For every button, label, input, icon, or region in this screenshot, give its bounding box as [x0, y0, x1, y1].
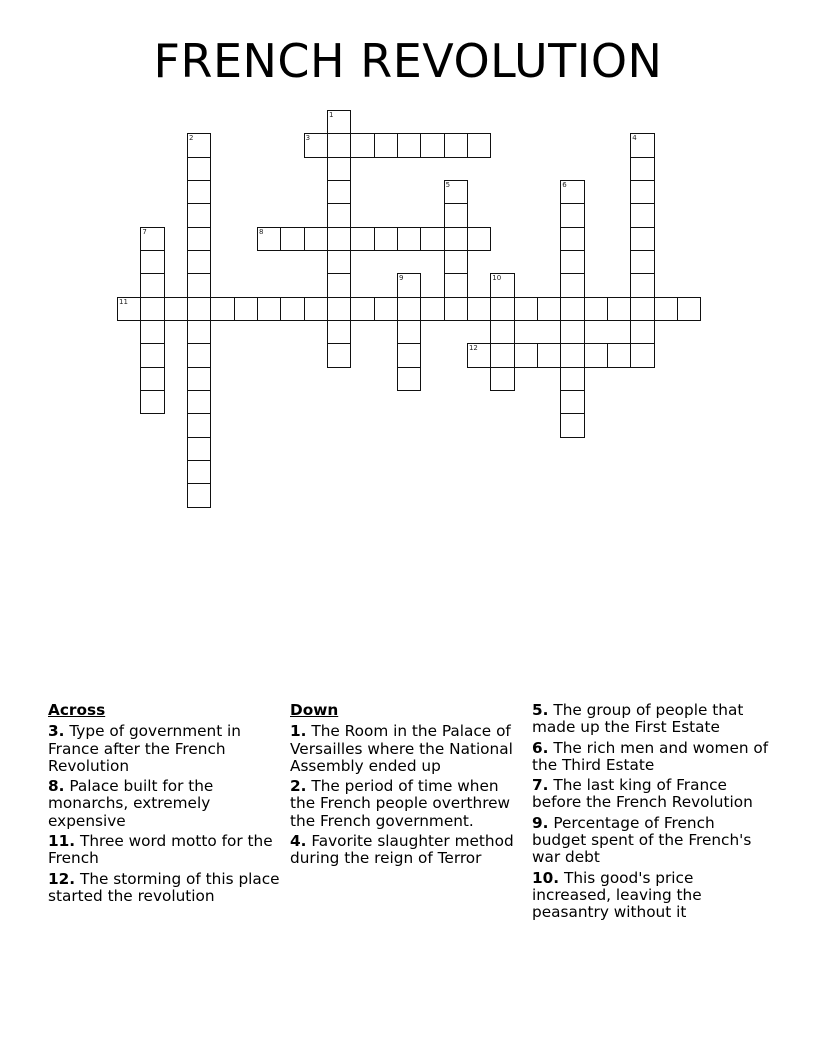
clues-down-column-continued: [532, 702, 772, 925]
clue-down-5: [532, 702, 772, 737]
clue-down-2: [290, 778, 526, 830]
across-heading: Across: [48, 701, 106, 719]
grid-cell[interactable]: [397, 320, 421, 344]
grid-cell[interactable]: [420, 297, 444, 321]
grid-cell[interactable]: [630, 320, 654, 344]
grid-cell[interactable]: [630, 343, 654, 367]
page-title: FRENCH REVOLUTION: [153, 34, 663, 88]
grid-cell[interactable]: [444, 227, 468, 251]
grid-cell[interactable]: [327, 250, 351, 274]
grid-cell[interactable]: [327, 297, 351, 321]
grid-cell[interactable]: [327, 157, 351, 181]
grid-cell[interactable]: [304, 297, 328, 321]
grid-cell[interactable]: [187, 273, 211, 297]
grid-cell[interactable]: [677, 297, 701, 321]
clue-number-label: 4: [632, 134, 637, 143]
grid-cell[interactable]: [374, 133, 398, 157]
grid-cell[interactable]: [444, 203, 468, 227]
grid-cell[interactable]: [630, 250, 654, 274]
clue-down-7: [532, 777, 772, 812]
grid-cell[interactable]: [490, 343, 514, 367]
grid-cell[interactable]: [560, 273, 584, 297]
clue-number: 12.: [48, 869, 76, 888]
clue-text: The rich men and women of the Third Estate: [532, 738, 769, 774]
clue-down-9: [532, 815, 772, 867]
grid-cell[interactable]: [350, 227, 374, 251]
grid-cell[interactable]: [397, 343, 421, 367]
grid-cell[interactable]: [187, 460, 211, 484]
grid-cell[interactable]: [140, 297, 164, 321]
clue-number: 4.: [290, 832, 307, 851]
grid-cell[interactable]: [560, 413, 584, 437]
grid-cell[interactable]: [537, 343, 561, 367]
grid-cell[interactable]: [467, 343, 491, 367]
grid-cell[interactable]: [560, 343, 584, 367]
grid-cell[interactable]: [327, 273, 351, 297]
grid-cell[interactable]: [397, 273, 421, 297]
down-heading: Down: [290, 701, 339, 719]
grid-cell[interactable]: [187, 133, 211, 157]
grid-cell[interactable]: [117, 297, 141, 321]
grid-cell[interactable]: [560, 250, 584, 274]
grid-cell[interactable]: [327, 203, 351, 227]
grid-cell[interactable]: [444, 180, 468, 204]
clue-number: 9.: [532, 813, 549, 832]
grid-cell[interactable]: [187, 320, 211, 344]
clue-text: Type of government in France after the French Revolution: [48, 722, 242, 775]
clue-down-4: [290, 833, 526, 868]
clue-text: Three word motto for the French: [48, 832, 273, 868]
clue-number-label: 3: [305, 134, 311, 143]
clue-number-label: 12: [468, 344, 478, 353]
grid-cell[interactable]: [490, 367, 514, 391]
grid-cell[interactable]: [467, 297, 491, 321]
grid-cell[interactable]: [327, 133, 351, 157]
grid-cell[interactable]: [560, 297, 584, 321]
grid-cell[interactable]: [467, 133, 491, 157]
clue-number-label: 6: [562, 180, 567, 189]
grid-cell[interactable]: [514, 297, 538, 321]
grid-cell[interactable]: [397, 227, 421, 251]
clue-number-label: 10: [492, 274, 502, 283]
clue-number: 8.: [48, 777, 65, 796]
grid-cell[interactable]: [607, 297, 631, 321]
clue-number-label: 2: [188, 134, 194, 143]
grid-cell[interactable]: [444, 250, 468, 274]
clue-down-10: [532, 870, 772, 922]
grid-cell[interactable]: [257, 297, 281, 321]
grid-cell[interactable]: [140, 273, 164, 297]
grid-cell[interactable]: [467, 227, 491, 251]
grid-cell[interactable]: [187, 180, 211, 204]
grid-cell[interactable]: [350, 297, 374, 321]
grid-cell[interactable]: [584, 343, 608, 367]
grid-cell[interactable]: [304, 133, 328, 157]
grid-cell[interactable]: [187, 250, 211, 274]
clue-text: The group of people that made up the First Estate: [532, 701, 744, 737]
clue-number: 2.: [290, 777, 307, 796]
grid-cell[interactable]: [490, 320, 514, 344]
grid-cell[interactable]: [187, 413, 211, 437]
clue-text: Favorite slaughter method during the reign of Terror: [290, 832, 514, 868]
clue-number: 5.: [532, 701, 549, 719]
grid-cell[interactable]: [397, 297, 421, 321]
grid-cell[interactable]: [140, 320, 164, 344]
grid-cell[interactable]: [560, 320, 584, 344]
clue-text: Palace built for the monarchs, extremely expensive: [48, 777, 214, 830]
clue-number: 3.: [48, 722, 65, 741]
grid-cell[interactable]: [630, 203, 654, 227]
clue-text: The period of time when the French people overthrew the French government.: [290, 777, 511, 830]
clue-number-label: 5: [445, 180, 451, 189]
grid-cell[interactable]: [210, 297, 234, 321]
grid-cell[interactable]: [187, 297, 211, 321]
clue-number: 11.: [48, 832, 76, 851]
grid-cell[interactable]: [327, 227, 351, 251]
grid-cell[interactable]: [140, 343, 164, 367]
grid-cell[interactable]: [140, 250, 164, 274]
clue-down-6: [532, 740, 772, 775]
grid-cell[interactable]: [514, 343, 538, 367]
grid-cell[interactable]: [187, 390, 211, 414]
grid-cell[interactable]: [630, 297, 654, 321]
grid-cell[interactable]: [140, 390, 164, 414]
clue-text: Percentage of French budget spent of the French's war debt: [532, 813, 752, 867]
grid-cell[interactable]: [187, 157, 211, 181]
clue-across-8: [48, 778, 280, 830]
grid-cell[interactable]: [187, 227, 211, 251]
grid-cell[interactable]: [654, 297, 678, 321]
grid-cell[interactable]: [350, 133, 374, 157]
grid-cell[interactable]: [420, 133, 444, 157]
grid-cell[interactable]: [327, 343, 351, 367]
grid-cell[interactable]: [374, 227, 398, 251]
clue-across-12: [48, 871, 280, 906]
grid-cell[interactable]: [630, 133, 654, 157]
grid-cell[interactable]: [140, 227, 164, 251]
clue-number: 6.: [532, 738, 549, 757]
clue-number: 7.: [532, 776, 549, 795]
grid-cell[interactable]: [374, 297, 398, 321]
clue-number: 10.: [532, 868, 560, 887]
grid-cell[interactable]: [490, 273, 514, 297]
grid-cell[interactable]: [327, 180, 351, 204]
grid-cell[interactable]: [630, 180, 654, 204]
clue-number-label: 1: [328, 111, 334, 119]
grid-cell[interactable]: [327, 320, 351, 344]
grid-cell[interactable]: [490, 297, 514, 321]
grid-cell[interactable]: [607, 343, 631, 367]
clue-number: 1.: [290, 722, 307, 741]
clue-across-3: [48, 723, 280, 775]
grid-cell[interactable]: [560, 180, 584, 204]
grid-cell[interactable]: [187, 483, 211, 507]
grid-cell[interactable]: [560, 203, 584, 227]
grid-cell[interactable]: [444, 273, 468, 297]
grid-cell[interactable]: [420, 227, 444, 251]
clues-across-column: [48, 702, 280, 908]
grid-cell[interactable]: [560, 227, 584, 251]
grid-cell[interactable]: [630, 227, 654, 251]
grid-cell[interactable]: [560, 390, 584, 414]
grid-cell[interactable]: [630, 273, 654, 297]
grid-cell[interactable]: [444, 297, 468, 321]
grid-cell[interactable]: [560, 367, 584, 391]
clue-text: This good's price increased, leaving the peasantry without it: [532, 868, 702, 922]
clue-text: The last king of France before the French Revolution: [532, 776, 753, 812]
grid-cell[interactable]: [280, 227, 304, 251]
grid-cell[interactable]: [164, 297, 188, 321]
grid-cell[interactable]: [187, 203, 211, 227]
grid-cell[interactable]: [257, 227, 281, 251]
grid-cell[interactable]: [630, 157, 654, 181]
grid-cell[interactable]: [397, 133, 421, 157]
grid-cell[interactable]: [234, 297, 258, 321]
clue-down-1: [290, 723, 526, 775]
grid-cell[interactable]: [444, 133, 468, 157]
grid-cell[interactable]: [187, 343, 211, 367]
clue-number-label: 11: [119, 297, 128, 306]
grid-cell[interactable]: [304, 227, 328, 251]
grid-cell[interactable]: [584, 297, 608, 321]
grid-cell[interactable]: [280, 297, 304, 321]
clue-text: The Room in the Palace of Versailles where the National Assembly ended up: [290, 722, 513, 775]
grid-cell[interactable]: [327, 110, 351, 134]
clue-text: The storming of this place started the revolution: [48, 869, 280, 905]
grid-cell[interactable]: [187, 367, 211, 391]
clue-number-label: 7: [142, 227, 147, 236]
clue-number-label: 9: [398, 274, 404, 283]
clues-down-column: [290, 702, 526, 871]
grid-cell[interactable]: [140, 367, 164, 391]
clue-across-11: [48, 833, 280, 868]
clue-number-label: 8: [258, 227, 264, 236]
grid-cell[interactable]: [187, 437, 211, 461]
grid-cell[interactable]: [397, 367, 421, 391]
grid-cell[interactable]: [537, 297, 561, 321]
